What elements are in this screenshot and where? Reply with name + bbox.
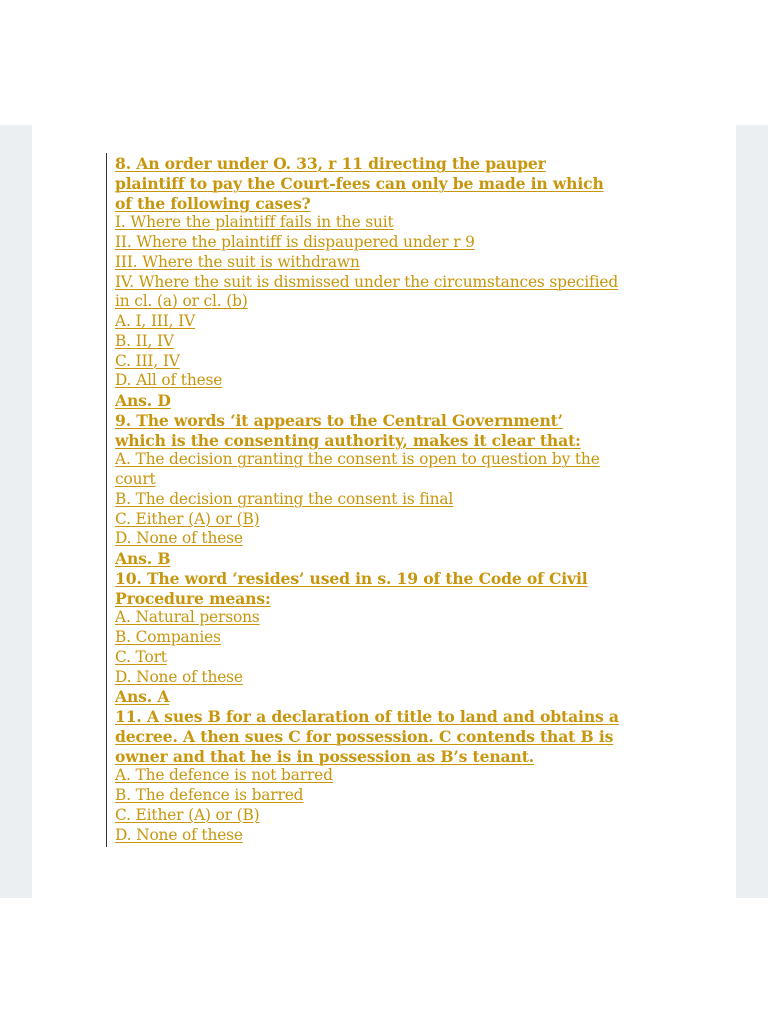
option-text-line: A. Natural persons xyxy=(115,608,260,627)
question-list xyxy=(115,154,663,845)
question-text-line: Procedure means: xyxy=(115,588,271,608)
option-text-line: IV. Where the suit is dismissed under the circumstances specified xyxy=(115,272,619,291)
option-text-line: B. II, IV xyxy=(115,331,174,350)
option-text-line: D. All of these xyxy=(115,371,223,390)
question-text-line: decree. A then sues C for possession. C contends that B is xyxy=(115,726,614,746)
option-text-line: C. Either (A) or (B) xyxy=(115,805,260,824)
option-text-line: D. None of these xyxy=(115,529,243,548)
option-text-line: C. Either (A) or (B) xyxy=(115,509,260,528)
question-text-line: owner and that he is in possession as B’s tenant. xyxy=(115,746,535,766)
question-text-line: which is the consenting authority, makes it clear that: xyxy=(115,430,581,450)
option-text-line: II. Where the plaintiff is dispaupered under r 9 xyxy=(115,233,475,251)
option-text-line: D. None of these xyxy=(115,667,243,686)
left-margin-rule xyxy=(106,153,107,847)
question-text-line: plaintiff to pay the Court-fees can only be made in which xyxy=(115,173,604,193)
option-text-line: D. None of these xyxy=(115,825,243,844)
option-text-line: A. I, III, IV xyxy=(115,312,196,330)
option-text-line: C. Tort xyxy=(115,647,167,666)
option-text-line: B. The decision granting the consent is final xyxy=(115,489,454,508)
option-text-line: B. The defence is barred xyxy=(115,786,304,804)
question-text-line: of the following cases? xyxy=(115,193,311,213)
question-text-line: 8. An order under O. 33, r 11 directing the pauper xyxy=(115,154,546,173)
option-text-line: in cl. (a) or cl. (b) xyxy=(115,292,248,311)
question-text-line: Ans. D xyxy=(115,391,171,410)
question-text-line: 9. The words ‘it appears to the Central Government’ xyxy=(115,410,563,430)
question-text-line: 11. A sues B for a declaration of title to land and obtains a xyxy=(115,707,619,726)
option-text-line: A. The defence is not barred xyxy=(115,766,333,785)
question-text-line: Ans. B xyxy=(115,549,171,568)
option-text-line: court xyxy=(115,470,156,488)
option-text-line: I. Where the plaintiff fails in the suit xyxy=(115,213,394,232)
option-text-line: B. Companies xyxy=(115,628,221,646)
question-text-line: 10. The word ‘resides’ used in s. 19 of the Code of Civil xyxy=(115,568,588,588)
option-text-line: III. Where the suit is withdrawn xyxy=(115,252,360,271)
option-text-line: C. III, IV xyxy=(115,351,180,370)
question-text-line: Ans. A xyxy=(115,687,170,707)
option-text-line: A. The decision granting the consent is open to question by the xyxy=(115,450,600,469)
